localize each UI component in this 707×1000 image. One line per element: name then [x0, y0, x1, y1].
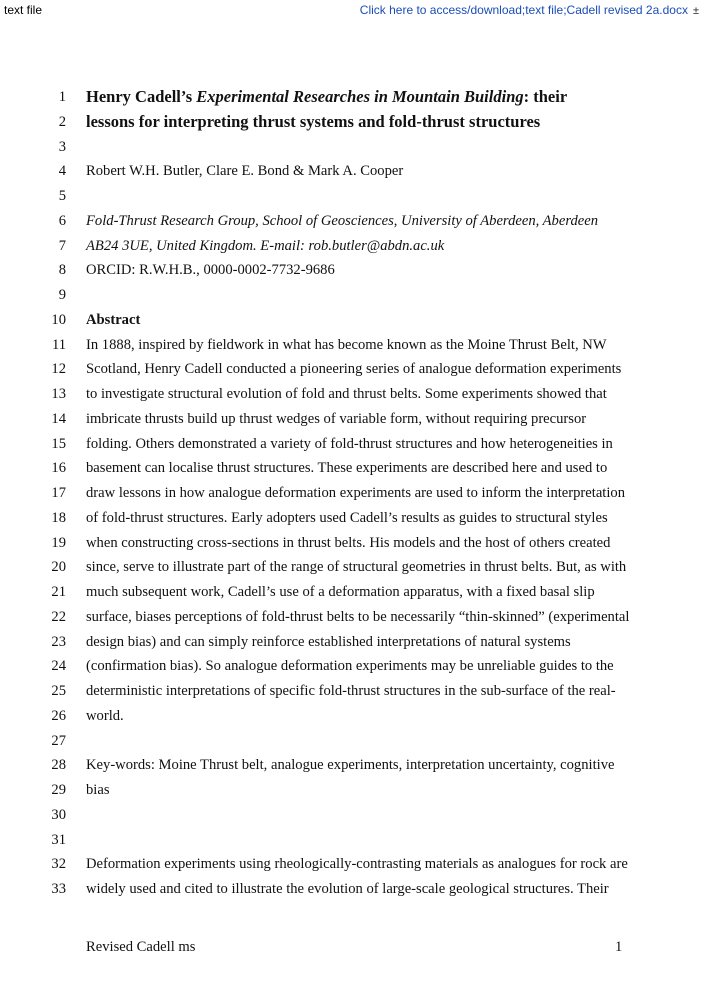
line-number: 10: [51, 311, 66, 328]
manuscript-line: [0, 531, 707, 555]
manuscript-line: [0, 432, 707, 456]
text-run: Key-words: Moine Thrust belt, analogue experiments, interpretation uncertainty, cognitive: [86, 757, 615, 774]
line-text: [86, 407, 586, 431]
text-run: Robert W.H. Butler, Clare E. Bond & Mark A. Cooper: [86, 163, 404, 180]
footer-running-title: Revised Cadell ms: [86, 939, 196, 955]
text-run: : their: [523, 87, 568, 106]
manuscript-line: [0, 803, 707, 827]
line-number: 26: [51, 707, 66, 724]
line-number: 5: [58, 188, 66, 204]
manuscript-line: [0, 234, 707, 258]
line-number: 22: [51, 608, 66, 625]
manuscript-line: [0, 828, 707, 852]
file-type-label: text file: [4, 3, 43, 17]
line-text: [86, 580, 595, 604]
line-text: [86, 679, 616, 703]
line-text: [86, 258, 335, 282]
line-number: 2: [58, 113, 66, 130]
line-text: [86, 753, 614, 777]
manuscript-line: [0, 382, 707, 406]
text-run: (confirmation bias). So analogue deformation experiments may be unreliable guides to the: [86, 658, 614, 675]
line-number: 17: [51, 485, 66, 501]
manuscript-line: [0, 308, 707, 332]
line-text: [86, 159, 403, 183]
text-run: Henry Cadell’s: [86, 87, 197, 106]
manuscript-line: [0, 729, 707, 753]
manuscript-line: [0, 580, 707, 604]
line-number: 25: [51, 683, 66, 699]
text-run: deterministic interpretations of specific fold-thrust structures in the sub-surface of the real-: [86, 683, 616, 699]
line-number: 23: [51, 633, 66, 650]
line-number: 16: [51, 460, 66, 477]
manuscript-line: [0, 852, 707, 876]
text-run: Fold-Thrust Research Group, School of Geosciences, University of Aberdeen, Aberdeen: [86, 212, 599, 229]
manuscript-line: [0, 258, 707, 282]
line-number: 32: [51, 856, 66, 873]
line-text: [86, 432, 613, 456]
manuscript-line: [0, 407, 707, 431]
download-link-text[interactable]: Click here to access/download;text file;Cadell revised 2a.docx: [359, 3, 688, 17]
line-number: 14: [51, 410, 66, 427]
manuscript-line: [0, 333, 707, 357]
manuscript-line: [0, 135, 707, 159]
line-text: [86, 333, 607, 357]
manuscript-line: [0, 555, 707, 579]
text-run: world.: [86, 707, 124, 724]
line-number: 33: [51, 881, 66, 897]
line-number: 28: [51, 757, 66, 774]
manuscript-line: [0, 630, 707, 654]
line-text: [86, 209, 598, 233]
line-number: 20: [51, 559, 66, 576]
text-run: of fold-thrust structures. Early adopters used Cadell’s results as guides to structural styles: [86, 509, 608, 526]
line-number: 8: [58, 262, 66, 279]
manuscript-line: [0, 159, 707, 183]
line-number: 30: [51, 806, 66, 823]
line-text: [86, 778, 110, 802]
line-text: [86, 456, 607, 480]
manuscript-line: [0, 679, 707, 703]
text-run: since, serve to illustrate part of the range of structural geometries in thrust belts. But, as with: [86, 559, 627, 576]
line-text: [86, 308, 140, 332]
text-run: folding. Others demonstrated a variety of fold-thrust structures and how heterogeneities in: [86, 435, 613, 452]
manuscript-line: [0, 753, 707, 777]
text-run: imbricate thrusts build up thrust wedges of variable form, without requiring precursor: [86, 410, 587, 427]
line-number: 9: [58, 287, 66, 303]
text-run: Abstract: [86, 311, 141, 328]
text-run: ORCID: R.W.H.B., 0000-0002-7732-9686: [86, 262, 335, 279]
line-number: 12: [51, 361, 66, 378]
text-run: In 1888, inspired by fieldwork in what has become known as the Moine Thrust Belt, NW: [86, 336, 607, 353]
line-number: 3: [58, 138, 66, 155]
text-run: much subsequent work, Cadell’s use of a deformation apparatus, with a fixed basal slip: [86, 584, 595, 600]
line-number: 19: [51, 534, 66, 551]
manuscript-line: [0, 456, 707, 480]
line-text: [86, 234, 444, 258]
line-number: 27: [51, 732, 66, 749]
manuscript-line: [0, 605, 707, 629]
manuscript-line: [0, 110, 707, 134]
text-run: lessons for interpreting thrust systems and fold-thrust structures: [86, 111, 541, 131]
manuscript-line: [0, 654, 707, 678]
manuscript-line: [0, 283, 707, 307]
text-run: to investigate structural evolution of fold and thrust belts. Some experiments showed that: [86, 386, 607, 402]
line-text: [86, 382, 607, 406]
line-number: 15: [51, 435, 66, 452]
line-number: 11: [51, 336, 66, 353]
line-text: [86, 654, 614, 678]
line-number: 24: [51, 658, 66, 675]
line-number: 7: [58, 237, 66, 254]
line-number: 29: [51, 782, 66, 798]
manuscript-line: [0, 506, 707, 530]
manuscript-line: [0, 481, 707, 505]
text-run: when constructing cross-sections in thrust belts. His models and the host of others created: [86, 534, 611, 551]
manuscript-line: [0, 877, 707, 901]
line-number: 4: [58, 163, 66, 180]
line-text: [86, 531, 610, 555]
text-run: Deformation experiments using rheologically-contrasting materials as analogues for rock are: [86, 856, 628, 873]
text-run: Scotland, Henry Cadell conducted a pioneering series of analogue deformation experiments: [86, 361, 622, 378]
line-text: [86, 704, 124, 728]
manuscript-line: [0, 209, 707, 233]
text-run: bias: [86, 782, 110, 798]
line-text: [86, 110, 540, 135]
manuscript-line: [0, 357, 707, 381]
line-text: [86, 605, 629, 629]
line-text: [86, 555, 626, 579]
line-number: 18: [51, 509, 66, 526]
line-number: 13: [51, 386, 66, 402]
line-number: 6: [58, 212, 66, 229]
line-number: 21: [51, 584, 66, 600]
text-run: basement can localise thrust structures. These experiments are described here and used to: [86, 460, 608, 477]
line-text: [86, 357, 621, 381]
download-icon[interactable]: ±: [692, 5, 699, 17]
text-run: widely used and cited to illustrate the evolution of large-scale geological structures. Their: [86, 881, 609, 897]
line-text: [86, 506, 608, 530]
text-run: design bias) and can simply reinforce established interpretations of natural systems: [86, 633, 571, 650]
line-number: 1: [58, 89, 66, 105]
text-run: surface, biases perceptions of fold-thrust belts to be necessarily “thin-skinned” (experimental: [86, 608, 630, 625]
footer-page-number: 1: [615, 939, 623, 955]
text-run: Experimental Researches in Mountain Building: [196, 87, 524, 106]
line-number: 31: [51, 831, 66, 848]
line-text: [86, 877, 609, 901]
line-text: [86, 852, 628, 876]
manuscript-line: [0, 704, 707, 728]
text-run: draw lessons in how analogue deformation experiments are used to inform the interpretation: [86, 485, 625, 501]
manuscript-line: [0, 184, 707, 208]
manuscript-line: [0, 778, 707, 802]
line-text: [86, 481, 625, 505]
manuscript-line: [0, 85, 707, 109]
line-text: [86, 630, 571, 654]
text-run: AB24 3UE, United Kingdom. E-mail: rob.butler@abdn.ac.uk: [86, 237, 445, 254]
line-text: [86, 85, 567, 110]
